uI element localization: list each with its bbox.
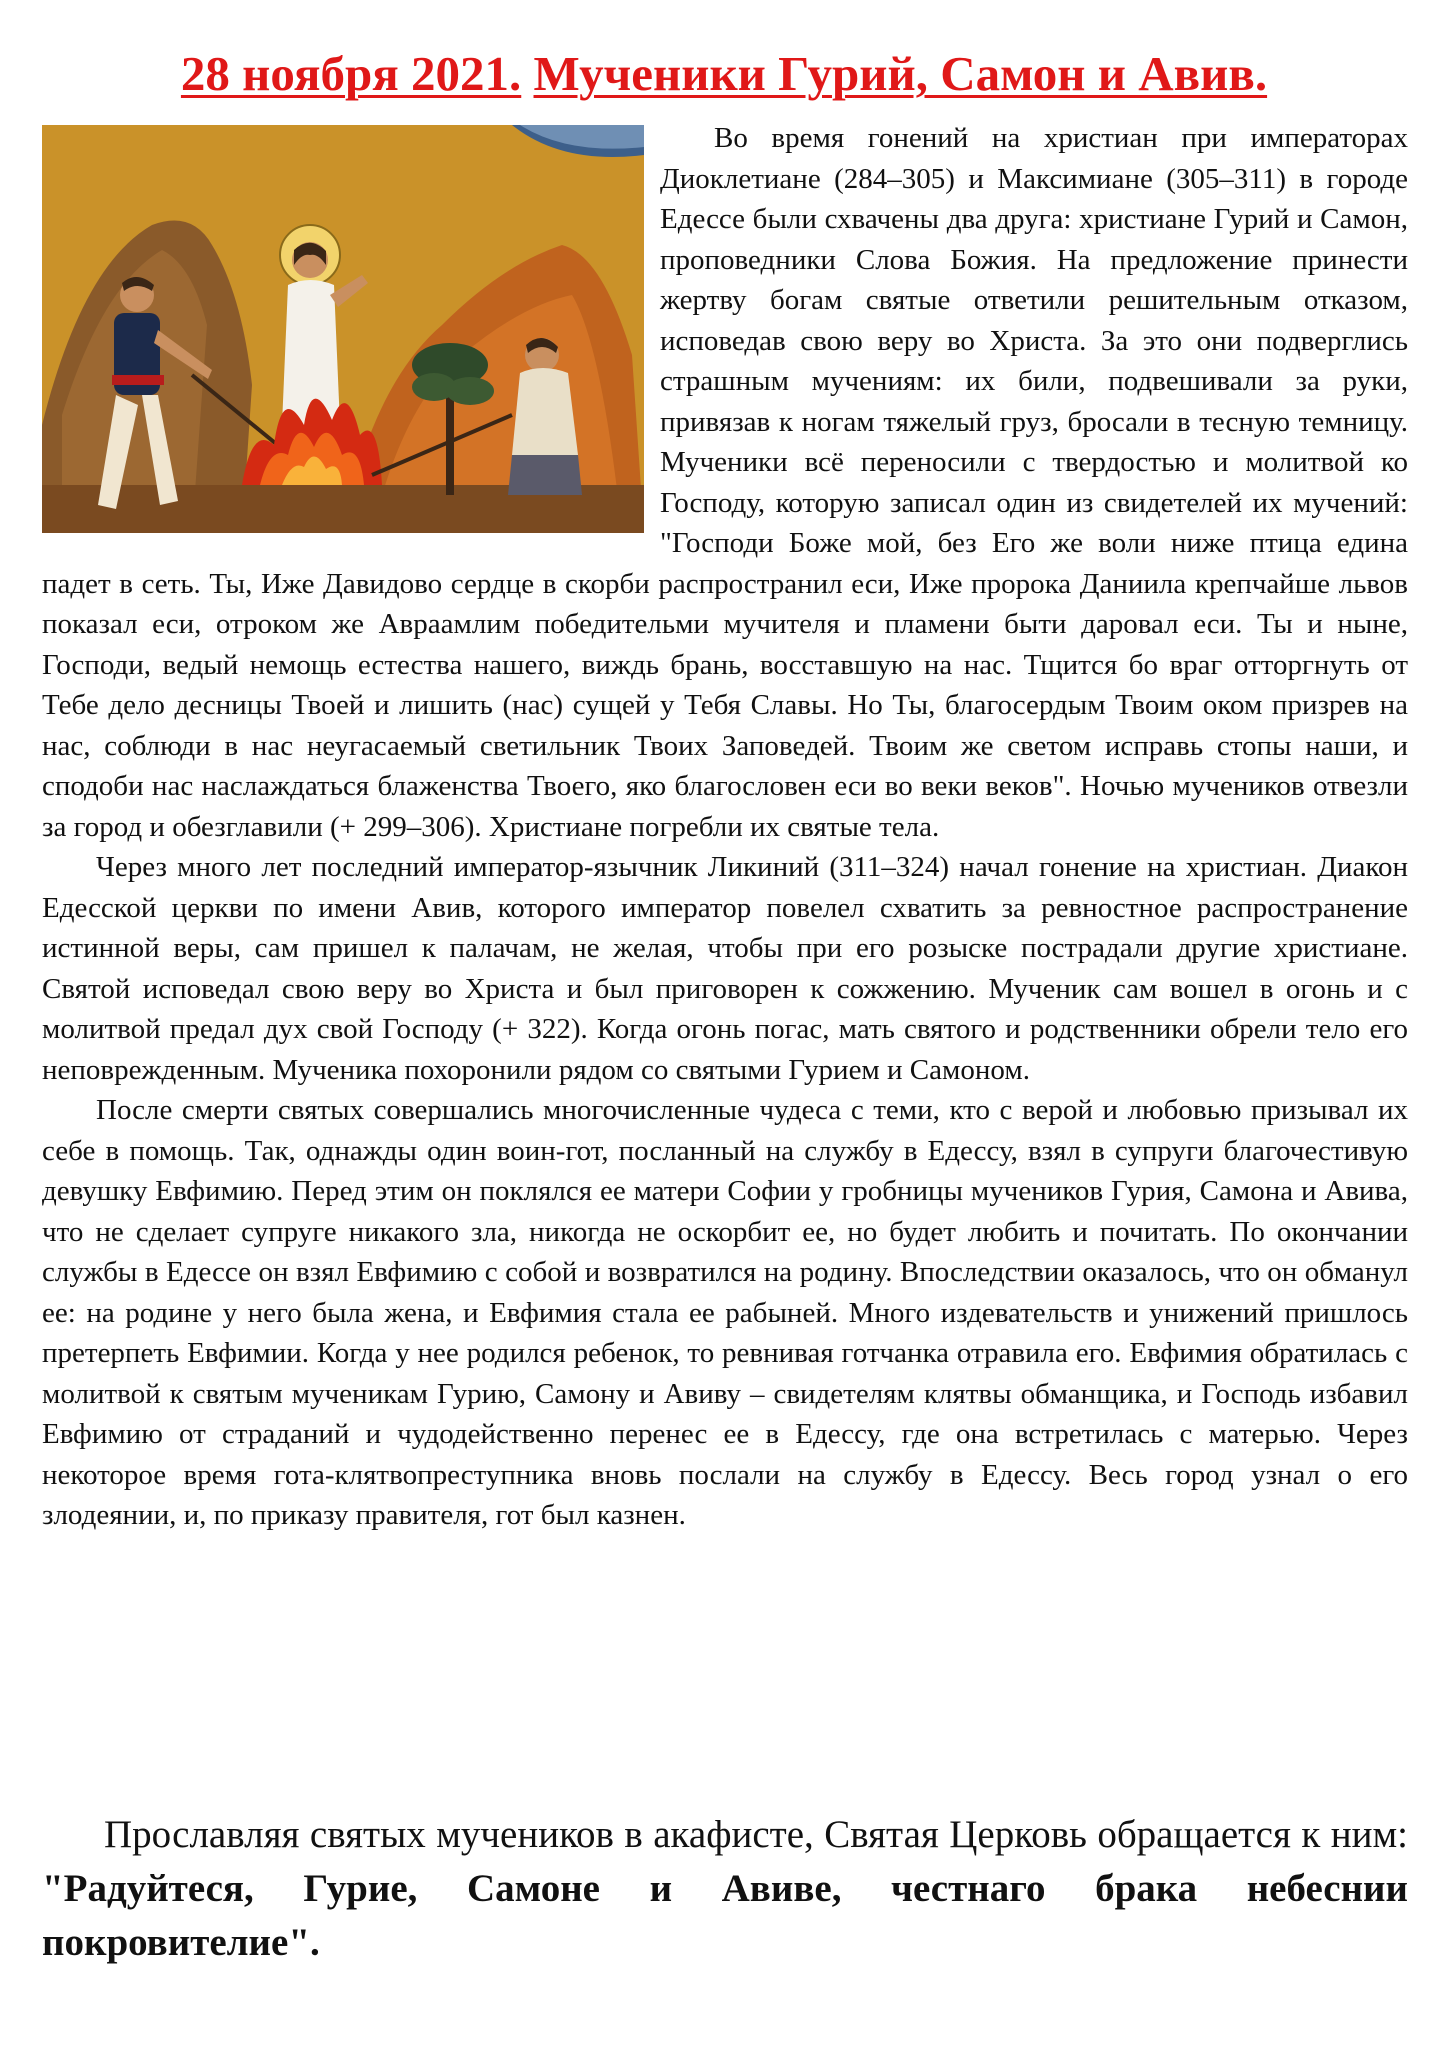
article-body	[42, 118, 1408, 1536]
page-title	[30, 44, 1418, 104]
closing-intro: Прославляя святых мучеников в акафисте, Святая Церковь обращается к ним:	[104, 1813, 1408, 1856]
title-date: 28 ноября 2021.	[180, 46, 522, 101]
closing-quote: "Радуйтеся, Гурие, Самоне и Авиве, честнаго брака небеснии покровителие".	[42, 1867, 1408, 1964]
paragraph-1: Во время гонений на христиан при императорах Диоклетиане (284–305) и Максимиане (305–311) в городе Едессе были схвачены два друга: христиане Гурий и Самон, проповедники Слова Божия. На предложение принести жертву богам святые ответили решительным отказом, исповедав свою веру во Христа. За это они подверглись страшным мучениям: их били, подвешивали за руки, привязав к ногам тяжелый груз, бросали в тесную темницу. Мученики всё переносили с твердостью и молитвой ко Господу, которую записал один из свидетелей их мучений: "Господи Боже мой, без Его же воли ниже птица едина падет в сеть. Ты, Иже Давидово сердце в скорби распространил еси, Иже пророка Даниила крепчайше львов показал еси, отроком же Авраамлим победительми мучителя и пламени быти даровал еси. Ты и ныне, Господи, ведый немощь естества нашего, виждь брань, восставшую на нас. Тщится бо враг отторгнуть от Тебе дело десницы Твоей и лишить (нас) сущей у Тебя Славы. Но Ты, благосердым Твоим оком призрев на нас, соблюди в нас неугасаемый светильник Твоих Заповедей. Твоим же светом исправь стопы наши, и сподоби нас наслаждаться блаженства Твоего, яко благословен еси во веки веков". Ночью мучеников отвезли за город и обезглавили (+ 299–306). Христиане погребли их святые тела.	[42, 122, 1408, 843]
closing-paragraph	[42, 1808, 1408, 1970]
image-float-space	[42, 118, 660, 532]
paragraph-2: Через много лет последний император-язычник Ликиний (311–324) начал гонение на христиан. Диакон Едесской церкви по имени Авив, которого император повелел схватить за ревностное распространение истинной веры, сам пришел к палачам, не желая, чтобы при его розыске пострадали другие христиане. Святой исповедал свою веру во Христа и был приговорен к сожжению. Мученик сам вошел в огонь и с молитвой предал дух свой Господу (+ 322). Когда огонь погас, мать святого и родственники обрели тело его неповрежденным. Мученика похоронили рядом со святыми Гурием и Самоном.	[42, 851, 1408, 1086]
paragraph-3: После смерти святых совершались многочисленные чудеса с теми, кто с верой и любовью призывал их себе в помощь. Так, однажды один воин-гот, посланный на службу в Едессу, взял в супруги благочестивую девушку Евфимию. Перед этим он поклялся ее матери Софии у гробницы мучеников Гурия, Самона и Авива, что не сделает супруге никакого зла, никогда не оскорбит ее, но будет любить и почитать. По окончании службы в Едессе он взял Евфимию с собой и возвратился на родину. Впоследствии оказалось, что он обманул ее: на родине у него была жена, и Евфимия стала ее рабыней. Много издевательств и унижений пришлось претерпеть Евфимии. Когда у нее родился ребенок, то ревнивая готчанка отравила его. Евфимия обратилась с молитвой к святым мученикам Гурию, Самону и Авиву – свидетелям клятвы обманщика, и Господь избавил Евфимию от страданий и чудодейственно перенес ее в Едессу, где она встретилась с матерью. Через некоторое время гота-клятвопреступника вновь послали на службу в Едессу. Весь город узнал о его злодеянии, и, по приказу правителя, гот был казнен.	[42, 1094, 1408, 1531]
title-saints: Мученики Гурий, Самон и Авив.	[533, 46, 1268, 101]
